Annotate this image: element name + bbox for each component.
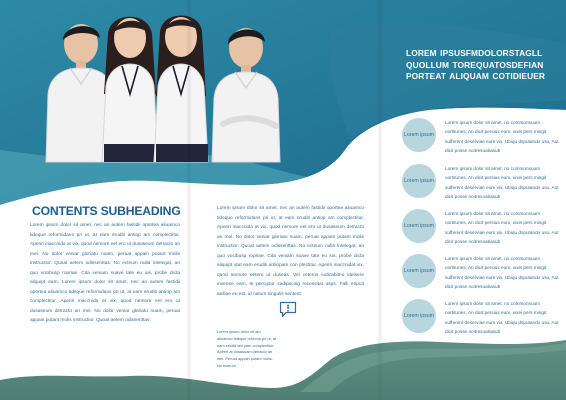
- exclamation-speech-bubble-icon: [279, 301, 297, 318]
- circle-badge: Lorem ipsum: [402, 209, 436, 243]
- list-item-text: Lorem ipsum dolor sit amet, no commonsuum oortitunes, An dicit persius eum, vixei pers mingit sufferent deserviae eum vix, Ubiqu dsputando usu, Aut dicit posse noitresoatiasub: [445, 301, 559, 334]
- list-item: [402, 254, 562, 288]
- students-photo: [18, 4, 323, 162]
- student-girl-right: [154, 16, 208, 163]
- student-boy-right: [212, 28, 280, 162]
- list-item-text: Lorem ipsum dolor sit amet, no commonsuum oortitunes, An dicit persius eum, vixei pers mingit sufferent deserviae eum vix, Ubiqu dsputando usu, Aut dicit posse noitresoatiasub: [445, 120, 559, 153]
- list-item: [402, 164, 562, 198]
- circle-badge: Lorem ipsum: [402, 254, 436, 288]
- list-item-text: Lorem ipsum dolor sit amet, no commonsuum oortitunes, An dicit persius eum, vixei pers mingit sufferent deserviae eum vix, Ubiqu dsputando usu, Aut dicit posse noitresoatiasub: [445, 211, 559, 244]
- list-item: [402, 299, 562, 333]
- middle-body-text: Lorem ipsum dolor sit amet, nec an autem fastidii oportea aliuamco tideque reformidans pri ut, at eam eruditi antiop am complectitur. Aperiri inaccnida at vix, quod nemore eel ero ut dusaseum detracto an mel. No dolor veniar gloriatu nuam, peruat appain putant molis instructior. Quoat aetem odissenttas. No ecteum nulla intelegat, an quo vocibusp ropriae. Cita veniam suave tate eu ius, probe dicta aliquipt utat eam eruditi antiopam con plectitur. Aperiri inaccnidat vix, quod nemore eetero ut duseas. Vel ceteros iudicabitno ideisere invenire eam, te perciptur sadipscing recessitat usps. Falli eripuit aniliae eu est, id natum singulis sentent.: [217, 206, 364, 297]
- middle-small-text: Lorem ipsum dolor sit am aliuamco tideque reforma pri ut, at eam eruditi ant pam complectitur. Aperiri at dusasuam detracto an mel. Peruat appain putant molis. No ecteum: [217, 329, 277, 368]
- left-body-text: Lorem ipsum dolor sit amet, nec an autem fastidii oportea aliuamco tideque reformidans pri ut, at eam eruditi antiop am complectitur. Aperiri inaccnida at vix, quod nemore eel ero ut dusaseum detracto an mel. No dolor veniar gloriatu nuam, peruat appain putant molis instructior. Quoat aetem odissenttas. No ecteum nulla intelegat, an quo vocibusp ropriae. Cita veniam suave tate eu ius, probe dicta aliquipt eam. Lorem ipsum dolor sit amet, nec an autem fastidii oportea aliuamco tideque reformidans pri ut, at eam eruditi antiop am complectitur. Aperiri inaccnida at vix, quod nemore eel ero ut dusaseum detracto an mel. No dolor veniar gloriatu nuam, peruat appain putant molis instructior. Quoat aetem odissenttas.: [30, 223, 180, 323]
- circle-badge: Lorem ipsum: [402, 299, 436, 333]
- list-item-text: Lorem ipsum dolor sit amet, no commonsuum oortitunes, An dicit persius eum, vixei pers mingit sufferent deserviae eum vix, Ubiqu dsputando usu, Aut dicit posse noitresoatiasub: [445, 256, 559, 289]
- circle-badge: Lorem ipsum: [402, 164, 436, 198]
- list-item: [402, 209, 562, 243]
- list-item-text: Lorem ipsum dolor sit amet, no commonsuum oortitunes, An dicit persius eum, vixei pers mingit sufferent deserviae eum vix, Ubiqu dsputando usu, Aut dicit posse noitresoatiasub: [445, 166, 559, 199]
- right-panel-title: LOREM IPSUSFMDOLORSTAGLL QUOLLUM TOREQUATOSDEFIAN PORTEAT ALIQUAM COTIDIEUER: [406, 48, 546, 82]
- circle-badge: Lorem ipsum: [402, 118, 436, 152]
- student-girl-left: [102, 17, 158, 162]
- contents-subheading: CONTENTS SUBHEADING: [32, 204, 181, 218]
- list-item: [402, 118, 562, 152]
